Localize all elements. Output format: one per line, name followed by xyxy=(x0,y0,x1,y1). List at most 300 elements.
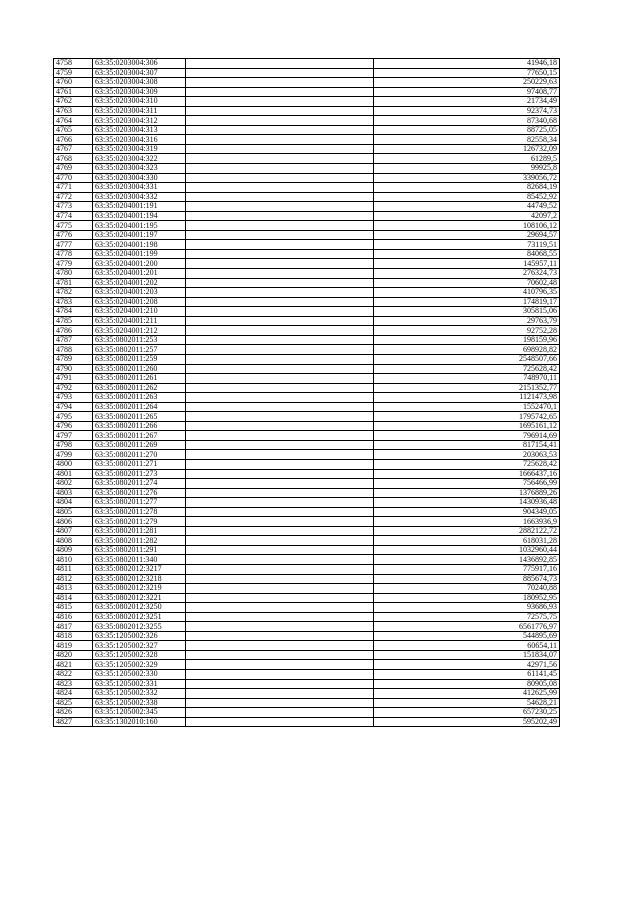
row-number-cell: 4806 xyxy=(54,517,93,527)
value-cell: 618031,28 xyxy=(374,536,560,546)
value-cell: 339056,72 xyxy=(374,173,560,183)
empty-cell xyxy=(186,144,374,154)
value-cell: 92374,73 xyxy=(374,106,560,116)
table-row xyxy=(54,421,560,431)
value-cell: 410796,35 xyxy=(374,288,560,298)
cadastral-number-cell: 63:35:0802011:253 xyxy=(93,335,186,345)
row-number-cell: 4815 xyxy=(54,603,93,613)
empty-cell xyxy=(186,116,374,126)
row-number-cell: 4821 xyxy=(54,660,93,670)
value-cell: 82684,19 xyxy=(374,183,560,193)
value-cell: 885674,73 xyxy=(374,574,560,584)
table-row xyxy=(54,526,560,536)
table-row xyxy=(54,488,560,498)
table-row xyxy=(54,192,560,202)
cadastral-number-cell: 63:35:0802011:270 xyxy=(93,450,186,460)
empty-cell xyxy=(186,440,374,450)
empty-cell xyxy=(186,564,374,574)
row-number-cell: 4802 xyxy=(54,479,93,489)
value-cell: 698928,82 xyxy=(374,345,560,355)
value-cell: 1121473,98 xyxy=(374,393,560,403)
row-number-cell: 4804 xyxy=(54,498,93,508)
cadastral-number-cell: 63:35:1205002:332 xyxy=(93,689,186,699)
table-row xyxy=(54,78,560,88)
cadastral-number-cell: 63:35:0203004:331 xyxy=(93,183,186,193)
empty-cell xyxy=(186,297,374,307)
empty-cell xyxy=(186,221,374,231)
empty-cell xyxy=(186,593,374,603)
cadastral-number-cell: 63:35:0802011:265 xyxy=(93,412,186,422)
table-row xyxy=(54,679,560,689)
cadastral-number-cell: 63:35:0204001:200 xyxy=(93,259,186,269)
cadastral-number-cell: 63:35:0802012:3250 xyxy=(93,603,186,613)
row-number-cell: 4827 xyxy=(54,717,93,727)
value-cell: 108106,12 xyxy=(374,221,560,231)
cadastral-number-cell: 63:35:0204001:195 xyxy=(93,221,186,231)
table-row xyxy=(54,459,560,469)
row-number-cell: 4789 xyxy=(54,354,93,364)
row-number-cell: 4782 xyxy=(54,288,93,298)
empty-cell xyxy=(186,307,374,317)
empty-cell xyxy=(186,717,374,727)
empty-cell xyxy=(186,173,374,183)
table-row xyxy=(54,249,560,259)
empty-cell xyxy=(186,97,374,107)
empty-cell xyxy=(186,402,374,412)
row-number-cell: 4825 xyxy=(54,698,93,708)
row-number-cell: 4819 xyxy=(54,641,93,651)
value-cell: 93686,93 xyxy=(374,603,560,613)
cadastral-number-cell: 63:35:0203004:330 xyxy=(93,173,186,183)
empty-cell xyxy=(186,431,374,441)
table-row xyxy=(54,288,560,298)
row-number-cell: 4771 xyxy=(54,183,93,193)
cadastral-number-cell: 63:35:0203004:316 xyxy=(93,135,186,145)
cadastral-number-cell: 63:35:0802011:281 xyxy=(93,526,186,536)
row-number-cell: 4764 xyxy=(54,116,93,126)
table-row xyxy=(54,221,560,231)
value-cell: 1552470,1 xyxy=(374,402,560,412)
empty-cell xyxy=(186,230,374,240)
value-cell: 1032960,44 xyxy=(374,545,560,555)
cadastral-number-cell: 63:35:0802011:340 xyxy=(93,555,186,565)
empty-cell xyxy=(186,78,374,88)
empty-cell xyxy=(186,192,374,202)
cadastral-number-cell: 63:35:0204001:212 xyxy=(93,326,186,336)
empty-cell xyxy=(186,650,374,660)
value-cell: 725628,42 xyxy=(374,364,560,374)
value-cell: 61289,5 xyxy=(374,154,560,164)
empty-cell xyxy=(186,708,374,718)
row-number-cell: 4796 xyxy=(54,421,93,431)
empty-cell xyxy=(186,536,374,546)
table-row xyxy=(54,555,560,565)
cadastral-number-cell: 63:35:0204001:197 xyxy=(93,230,186,240)
table-row xyxy=(54,498,560,508)
empty-cell xyxy=(186,202,374,212)
table-row xyxy=(54,269,560,279)
empty-cell xyxy=(186,354,374,364)
row-number-cell: 4790 xyxy=(54,364,93,374)
cadastral-number-cell: 63:35:0203004:309 xyxy=(93,87,186,97)
table-row xyxy=(54,440,560,450)
row-number-cell: 4800 xyxy=(54,459,93,469)
value-cell: 80905,08 xyxy=(374,679,560,689)
row-number-cell: 4799 xyxy=(54,450,93,460)
cadastral-number-cell: 63:35:0802011:277 xyxy=(93,498,186,508)
empty-cell xyxy=(186,612,374,622)
cadastral-number-cell: 63:35:0204001:203 xyxy=(93,288,186,298)
value-cell: 1436892,85 xyxy=(374,555,560,565)
row-number-cell: 4816 xyxy=(54,612,93,622)
empty-cell xyxy=(186,335,374,345)
row-number-cell: 4770 xyxy=(54,173,93,183)
table-row xyxy=(54,612,560,622)
value-cell: 412625,99 xyxy=(374,689,560,699)
row-number-cell: 4777 xyxy=(54,240,93,250)
cadastral-number-cell: 63:35:0802011:266 xyxy=(93,421,186,431)
table-row xyxy=(54,211,560,221)
cadastral-number-cell: 63:35:0802011:261 xyxy=(93,374,186,384)
empty-cell xyxy=(186,87,374,97)
value-cell: 276324,73 xyxy=(374,269,560,279)
value-cell: 54628,21 xyxy=(374,698,560,708)
cadastral-number-cell: 63:35:0203004:319 xyxy=(93,144,186,154)
row-number-cell: 4766 xyxy=(54,135,93,145)
table-row xyxy=(54,670,560,680)
value-cell: 29694,57 xyxy=(374,230,560,240)
row-number-cell: 4775 xyxy=(54,221,93,231)
value-cell: 1666437,16 xyxy=(374,469,560,479)
row-number-cell: 4792 xyxy=(54,383,93,393)
cadastral-number-cell: 63:35:1205002:326 xyxy=(93,631,186,641)
row-number-cell: 4809 xyxy=(54,545,93,555)
cadastral-number-cell: 63:35:1205002:327 xyxy=(93,641,186,651)
row-number-cell: 4763 xyxy=(54,106,93,116)
empty-cell xyxy=(186,68,374,78)
cadastral-number-cell: 63:35:0802012:3218 xyxy=(93,574,186,584)
cadastral-number-cell: 63:35:0203004:306 xyxy=(93,59,186,69)
table-row xyxy=(54,335,560,345)
value-cell: 817154,41 xyxy=(374,440,560,450)
row-number-cell: 4779 xyxy=(54,259,93,269)
value-cell: 60654,11 xyxy=(374,641,560,651)
cadastral-number-cell: 63:35:0802011:271 xyxy=(93,459,186,469)
cadastral-number-cell: 63:35:0802011:267 xyxy=(93,431,186,441)
empty-cell xyxy=(186,479,374,489)
cadastral-number-cell: 63:35:1205002:345 xyxy=(93,708,186,718)
empty-cell xyxy=(186,412,374,422)
value-cell: 82558,34 xyxy=(374,135,560,145)
empty-cell xyxy=(186,316,374,326)
row-number-cell: 4798 xyxy=(54,440,93,450)
row-number-cell: 4759 xyxy=(54,68,93,78)
empty-cell xyxy=(186,345,374,355)
row-number-cell: 4822 xyxy=(54,670,93,680)
cadastral-number-cell: 63:35:0204001:191 xyxy=(93,202,186,212)
empty-cell xyxy=(186,622,374,632)
empty-cell xyxy=(186,374,374,384)
value-cell: 72575,75 xyxy=(374,612,560,622)
cadastral-number-cell: 63:35:1205002:329 xyxy=(93,660,186,670)
empty-cell xyxy=(186,498,374,508)
cadastral-number-cell: 63:35:0802011:282 xyxy=(93,536,186,546)
cadastral-number-cell: 63:35:0204001:210 xyxy=(93,307,186,317)
row-number-cell: 4791 xyxy=(54,374,93,384)
row-number-cell: 4817 xyxy=(54,622,93,632)
row-number-cell: 4765 xyxy=(54,125,93,135)
cadastral-number-cell: 63:35:0204001:201 xyxy=(93,269,186,279)
cadastral-number-cell: 63:35:1205002:330 xyxy=(93,670,186,680)
cadastral-number-cell: 63:35:0802012:3219 xyxy=(93,584,186,594)
cadastral-number-cell: 63:35:0802011:279 xyxy=(93,517,186,527)
table-row xyxy=(54,564,560,574)
value-cell: 42971,56 xyxy=(374,660,560,670)
value-cell: 84068,55 xyxy=(374,249,560,259)
table-row xyxy=(54,68,560,78)
table-row xyxy=(54,708,560,718)
cadastral-number-cell: 63:35:0203004:308 xyxy=(93,78,186,88)
row-number-cell: 4812 xyxy=(54,574,93,584)
row-number-cell: 4807 xyxy=(54,526,93,536)
empty-cell xyxy=(186,125,374,135)
value-cell: 42097,2 xyxy=(374,211,560,221)
empty-cell xyxy=(186,517,374,527)
cadastral-number-cell: 63:35:0802012:3217 xyxy=(93,564,186,574)
empty-cell xyxy=(186,660,374,670)
table-row xyxy=(54,631,560,641)
table-row xyxy=(54,135,560,145)
table-row xyxy=(54,660,560,670)
cadastral-number-cell: 63:35:0204001:198 xyxy=(93,240,186,250)
cadastral-number-cell: 63:35:0203004:310 xyxy=(93,97,186,107)
cadastral-number-cell: 63:35:1205002:331 xyxy=(93,679,186,689)
value-cell: 70240,88 xyxy=(374,584,560,594)
row-number-cell: 4788 xyxy=(54,345,93,355)
row-number-cell: 4767 xyxy=(54,144,93,154)
empty-cell xyxy=(186,670,374,680)
cadastral-number-cell: 63:35:0802011:257 xyxy=(93,345,186,355)
value-cell: 174819,17 xyxy=(374,297,560,307)
table-row xyxy=(54,574,560,584)
table-row xyxy=(54,536,560,546)
table-row xyxy=(54,154,560,164)
table-row xyxy=(54,202,560,212)
empty-cell xyxy=(186,545,374,555)
value-cell: 250229,63 xyxy=(374,78,560,88)
table-row xyxy=(54,183,560,193)
table-row xyxy=(54,507,560,517)
row-number-cell: 4769 xyxy=(54,164,93,174)
empty-cell xyxy=(186,421,374,431)
row-number-cell: 4781 xyxy=(54,278,93,288)
row-number-cell: 4760 xyxy=(54,78,93,88)
row-number-cell: 4824 xyxy=(54,689,93,699)
table-row xyxy=(54,412,560,422)
value-cell: 725628,42 xyxy=(374,459,560,469)
table-row xyxy=(54,374,560,384)
row-number-cell: 4786 xyxy=(54,326,93,336)
cadastral-number-cell: 63:35:1205002:338 xyxy=(93,698,186,708)
cadastral-number-cell: 63:35:0802011:273 xyxy=(93,469,186,479)
row-number-cell: 4758 xyxy=(54,59,93,69)
value-cell: 748970,11 xyxy=(374,374,560,384)
value-cell: 1376889,26 xyxy=(374,488,560,498)
cadastral-value-table xyxy=(53,58,560,727)
cadastral-number-cell: 63:35:0802011:262 xyxy=(93,383,186,393)
row-number-cell: 4761 xyxy=(54,87,93,97)
value-cell: 151834,07 xyxy=(374,650,560,660)
value-cell: 203063,53 xyxy=(374,450,560,460)
empty-cell xyxy=(186,183,374,193)
value-cell: 796914,69 xyxy=(374,431,560,441)
table-row xyxy=(54,479,560,489)
value-cell: 92752,28 xyxy=(374,326,560,336)
table-row xyxy=(54,584,560,594)
row-number-cell: 4810 xyxy=(54,555,93,565)
row-number-cell: 4795 xyxy=(54,412,93,422)
empty-cell xyxy=(186,326,374,336)
value-cell: 6561776,97 xyxy=(374,622,560,632)
cadastral-number-cell: 63:35:0802012:3255 xyxy=(93,622,186,632)
row-number-cell: 4811 xyxy=(54,564,93,574)
table-row xyxy=(54,326,560,336)
empty-cell xyxy=(186,698,374,708)
value-cell: 88725,05 xyxy=(374,125,560,135)
row-number-cell: 4772 xyxy=(54,192,93,202)
value-cell: 145957,11 xyxy=(374,259,560,269)
cadastral-number-cell: 63:35:0802012:3221 xyxy=(93,593,186,603)
table-row xyxy=(54,641,560,651)
row-number-cell: 4818 xyxy=(54,631,93,641)
empty-cell xyxy=(186,574,374,584)
table-row xyxy=(54,517,560,527)
empty-cell xyxy=(186,641,374,651)
cadastral-number-cell: 63:35:1205002:328 xyxy=(93,650,186,660)
row-number-cell: 4813 xyxy=(54,584,93,594)
cadastral-number-cell: 63:35:0204001:194 xyxy=(93,211,186,221)
row-number-cell: 4768 xyxy=(54,154,93,164)
value-cell: 2151352,77 xyxy=(374,383,560,393)
value-cell: 904349,05 xyxy=(374,507,560,517)
cadastral-number-cell: 63:35:0802011:278 xyxy=(93,507,186,517)
row-number-cell: 4826 xyxy=(54,708,93,718)
empty-cell xyxy=(186,393,374,403)
cadastral-number-cell: 63:35:0203004:312 xyxy=(93,116,186,126)
cadastral-number-cell: 63:35:0802011:264 xyxy=(93,402,186,412)
cadastral-number-cell: 63:35:0204001:208 xyxy=(93,297,186,307)
row-number-cell: 4787 xyxy=(54,335,93,345)
table-row xyxy=(54,698,560,708)
row-number-cell: 4803 xyxy=(54,488,93,498)
table-row xyxy=(54,717,560,727)
empty-cell xyxy=(186,278,374,288)
table-row xyxy=(54,393,560,403)
value-cell: 198159,96 xyxy=(374,335,560,345)
row-number-cell: 4805 xyxy=(54,507,93,517)
value-cell: 2882122,72 xyxy=(374,526,560,536)
table-row xyxy=(54,431,560,441)
empty-cell xyxy=(186,450,374,460)
value-cell: 21734,49 xyxy=(374,97,560,107)
table-row xyxy=(54,230,560,240)
value-cell: 29763,79 xyxy=(374,316,560,326)
table-row xyxy=(54,689,560,699)
cadastral-number-cell: 63:35:0203004:307 xyxy=(93,68,186,78)
empty-cell xyxy=(186,269,374,279)
row-number-cell: 4784 xyxy=(54,307,93,317)
value-cell: 97408,77 xyxy=(374,87,560,97)
table-row xyxy=(54,144,560,154)
value-cell: 126732,09 xyxy=(374,144,560,154)
table-row xyxy=(54,297,560,307)
cadastral-number-cell: 63:35:1302010:160 xyxy=(93,717,186,727)
value-cell: 756466,99 xyxy=(374,479,560,489)
empty-cell xyxy=(186,211,374,221)
cadastral-number-cell: 63:35:0204001:211 xyxy=(93,316,186,326)
cadastral-number-cell: 63:35:0203004:322 xyxy=(93,154,186,164)
empty-cell xyxy=(186,249,374,259)
empty-cell xyxy=(186,154,374,164)
value-cell: 1695161,12 xyxy=(374,421,560,431)
value-cell: 61141,45 xyxy=(374,670,560,680)
table-row xyxy=(54,106,560,116)
value-cell: 305815,06 xyxy=(374,307,560,317)
empty-cell xyxy=(186,135,374,145)
cadastral-number-cell: 63:35:0802011:260 xyxy=(93,364,186,374)
table-row xyxy=(54,345,560,355)
cadastral-number-cell: 63:35:0802012:3251 xyxy=(93,612,186,622)
table-row xyxy=(54,545,560,555)
row-number-cell: 4814 xyxy=(54,593,93,603)
table-row xyxy=(54,97,560,107)
empty-cell xyxy=(186,459,374,469)
value-cell: 1430936,48 xyxy=(374,498,560,508)
table-row xyxy=(54,650,560,660)
empty-cell xyxy=(186,555,374,565)
value-cell: 99925,8 xyxy=(374,164,560,174)
table-row xyxy=(54,87,560,97)
value-cell: 657230,25 xyxy=(374,708,560,718)
cadastral-number-cell: 63:35:0802011:259 xyxy=(93,354,186,364)
empty-cell xyxy=(186,584,374,594)
value-cell: 2548507,66 xyxy=(374,354,560,364)
row-number-cell: 4762 xyxy=(54,97,93,107)
table-row xyxy=(54,259,560,269)
table-row xyxy=(54,450,560,460)
value-cell: 70602,48 xyxy=(374,278,560,288)
empty-cell xyxy=(186,526,374,536)
table-row xyxy=(54,364,560,374)
row-number-cell: 4778 xyxy=(54,249,93,259)
table-row xyxy=(54,402,560,412)
table-row xyxy=(54,307,560,317)
table-row xyxy=(54,469,560,479)
table-row xyxy=(54,164,560,174)
empty-cell xyxy=(186,507,374,517)
empty-cell xyxy=(186,383,374,393)
empty-cell xyxy=(186,288,374,298)
table-row xyxy=(54,603,560,613)
value-cell: 775917,16 xyxy=(374,564,560,574)
value-cell: 1795742,65 xyxy=(374,412,560,422)
cadastral-number-cell: 63:35:0802011:276 xyxy=(93,488,186,498)
table-body xyxy=(54,59,560,727)
value-cell: 77650,15 xyxy=(374,68,560,78)
empty-cell xyxy=(186,689,374,699)
row-number-cell: 4773 xyxy=(54,202,93,212)
value-cell: 1663936,9 xyxy=(374,517,560,527)
